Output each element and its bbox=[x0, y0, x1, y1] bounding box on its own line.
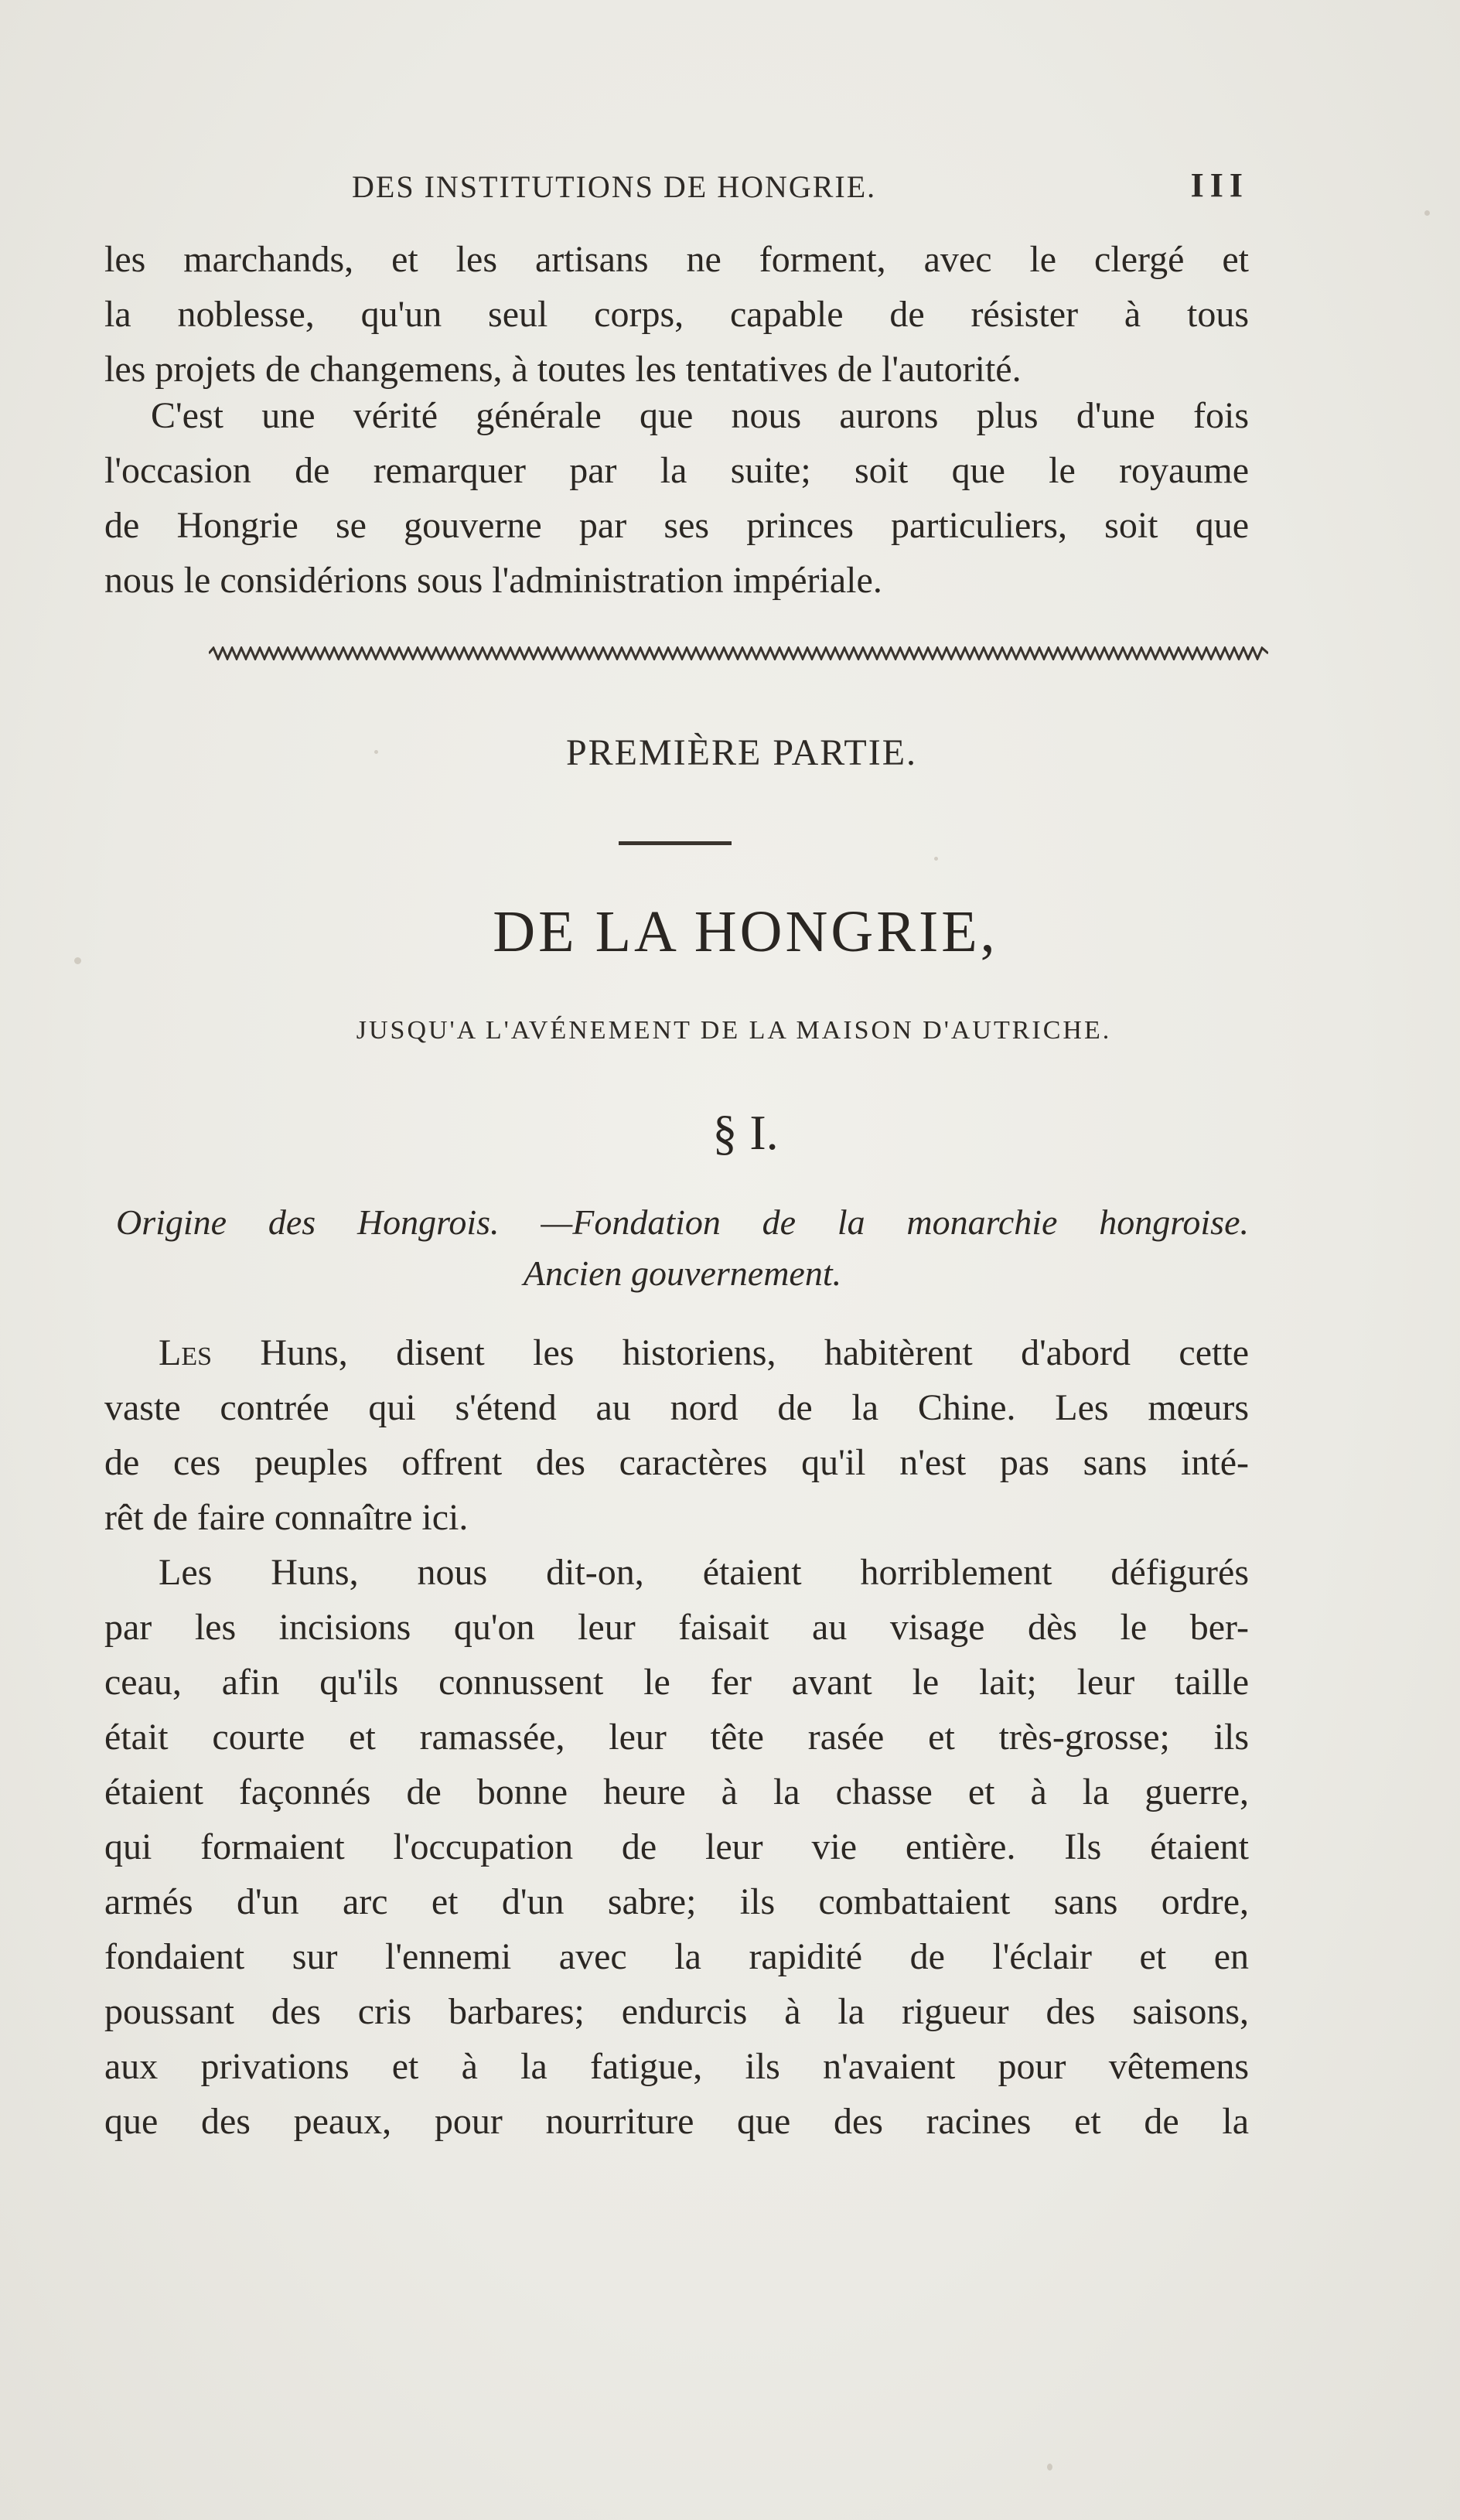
paper-speck bbox=[1424, 210, 1430, 216]
text-line: armés d'un arc et d'un sabre; ils combattaient sans ordre, bbox=[104, 1881, 1249, 1922]
huns-origin-paragraph bbox=[104, 1325, 1249, 1545]
text-line: ceau, afin qu'ils connussent le fer avant le lait; leur taille bbox=[104, 1662, 1249, 1703]
text-line: Les Huns, nous dit-on, étaient horriblement défigurés bbox=[159, 1552, 1249, 1593]
text-line: par les incisions qu'on leur faisait au visage dès le ber- bbox=[104, 1607, 1249, 1648]
text-line: de ces peuples offrent des caractères qu'il n'est pas sans inté- bbox=[104, 1442, 1249, 1483]
paper-speck bbox=[934, 857, 938, 861]
summary-line: Origine des Hongrois. —Fondation de la monarchie hongroise. bbox=[116, 1202, 1249, 1242]
text-line: fondaient sur l'ennemi avec la rapidité de l'éclair et en bbox=[104, 1936, 1249, 1977]
text-line bbox=[104, 1325, 1249, 1380]
chapter-subtitle: JUSQU'A L'AVÉNEMENT DE LA MAISON D'AUTRICHE. bbox=[356, 1016, 1112, 1045]
text-line: que des peaux, pour nourriture que des racines et de la bbox=[104, 2101, 1249, 2142]
part-title: PREMIÈRE PARTIE. bbox=[565, 732, 918, 773]
continuation-paragraph bbox=[104, 232, 1249, 397]
text-line: C'est une vérité générale que nous aurons plus d'une fois bbox=[151, 395, 1249, 436]
text-line: aux privations et à la fatigue, ils n'avaient pour vêtemens bbox=[104, 2046, 1249, 2087]
running-head-title: DES INSTITUTIONS DE HONGRIE. bbox=[352, 169, 877, 204]
text-line: qui formaient l'occupation de leur vie entière. Ils étaient bbox=[104, 1826, 1249, 1867]
text-line: nous le considérions sous l'administration impériale. bbox=[104, 560, 882, 601]
text-line: les projets de changemens, à toutes les tentatives de l'autorité. bbox=[104, 349, 1022, 390]
text-line: de Hongrie se gouverne par ses princes particuliers, soit que bbox=[104, 505, 1249, 546]
text-line: rêt de faire connaître ici. bbox=[104, 1497, 469, 1538]
general-truth-paragraph bbox=[104, 388, 1249, 608]
section-number: § I. bbox=[712, 1105, 779, 1160]
text-line: la noblesse, qu'un seul corps, capable de résister à tous bbox=[104, 294, 1249, 335]
running-head bbox=[352, 166, 1249, 207]
text-line-rest: Huns, disent les historiens, habitèrent d'abord cette bbox=[212, 1332, 1249, 1373]
text-line: poussant des cris barbares; endurcis à la rigueur des saisons, bbox=[104, 1991, 1249, 2032]
chapter-title: DE LA HONGRIE, bbox=[493, 899, 998, 964]
text-line: les marchands, et les artisans ne forment, avec le clergé et bbox=[104, 239, 1249, 280]
text-line: étaient façonnés de bonne heure à la chasse et à la guerre, bbox=[104, 1772, 1249, 1812]
page-number: III bbox=[1190, 166, 1249, 204]
text-line: était courte et ramassée, leur tête rasée et très-grosse; ils bbox=[104, 1717, 1249, 1758]
huns-description-paragraph bbox=[104, 1545, 1249, 2149]
section-summary bbox=[116, 1197, 1249, 1299]
paper-speck bbox=[1047, 2464, 1052, 2471]
lead-word: Les bbox=[159, 1332, 212, 1373]
text-line: vaste contrée qui s'étend au nord de la Chine. Les mœurs bbox=[104, 1387, 1249, 1428]
text-line: l'occasion de remarquer par la suite; soit que le royaume bbox=[104, 450, 1249, 491]
summary-line: Ancien gouvernement. bbox=[523, 1253, 842, 1293]
short-rule bbox=[619, 841, 732, 845]
wavy-rule-ornament bbox=[209, 646, 1268, 660]
